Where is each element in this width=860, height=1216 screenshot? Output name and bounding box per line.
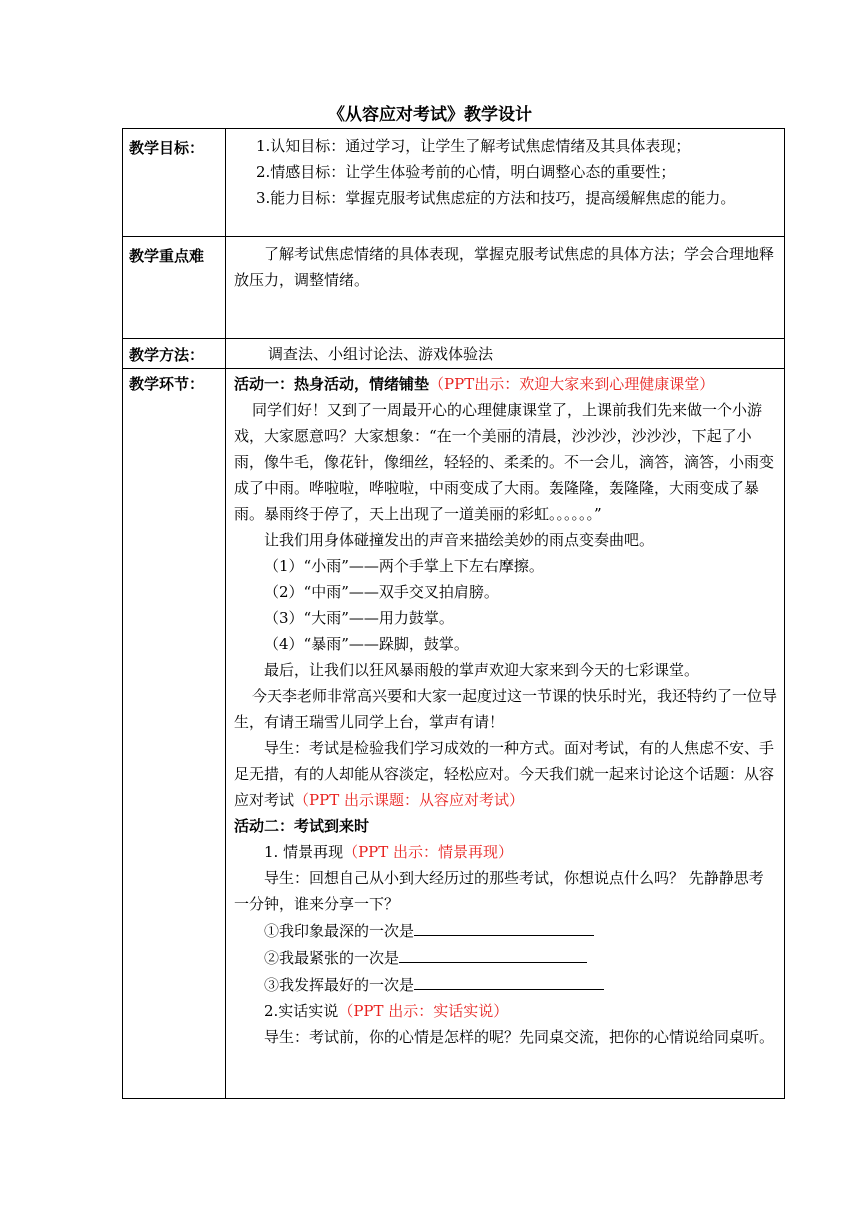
prompt-line-2 bbox=[234, 944, 778, 971]
prompt-text: ③我发挥最好的一次是 bbox=[264, 976, 415, 994]
methods-row bbox=[123, 339, 785, 369]
objective-item: 1.认知目标：通过学习，让学生了解考试焦虑情绪及其具体表现； bbox=[256, 137, 691, 155]
answer-blank bbox=[414, 917, 594, 936]
scene-ppt-note: （PPT 出示：情景再现） bbox=[343, 843, 514, 861]
lesson-plan-table bbox=[122, 128, 785, 1099]
methods-label: 教学方法： bbox=[123, 339, 226, 369]
rain-step: （2）“中雨”——双手交叉拍肩膀。 bbox=[264, 583, 499, 601]
methods-content bbox=[226, 339, 785, 369]
answer-blank bbox=[414, 971, 604, 990]
objectives-label: 教学目标： bbox=[123, 129, 226, 237]
activity1-heading-line bbox=[234, 369, 778, 397]
process-row bbox=[123, 369, 785, 1099]
activity1-intro: 同学们好！又到了一周最开心的心理健康课堂了，上课前我们先来做一个小游戏，大家愿意吗？大家想象：“在一个美丽的清晨，沙沙沙，沙沙沙，下起了小雨，像牛毛，像花针，像细丝，轻轻的、柔柔的。不一会儿，滴答，滴答，小雨变成了中雨。哗啦啦，哗啦啦，中雨变成了大雨。轰隆隆，轰隆隆，大雨变成了暴雨。暴雨终于停了，天上出现了一道美丽的彩虹。。。。。。” bbox=[234, 401, 775, 523]
activity1-heading: 活动一：热身活动，情绪铺垫 bbox=[234, 375, 430, 393]
prompt-line-3 bbox=[234, 971, 778, 998]
talk-text: 导生：考试前，你的心情是怎样的呢？先同桌交流，把你的心情说给同桌听。 bbox=[264, 1028, 775, 1046]
prompt-text: ①我印象最深的一次是 bbox=[264, 922, 415, 940]
objective-item: 3.能力目标：掌握克服考试焦虑症的方法和技巧，提高缓解焦虑的能力。 bbox=[256, 189, 736, 207]
objective-item: 2.情感目标：让学生体验考前的心情，明白调整心态的重要性； bbox=[256, 163, 676, 181]
prompt-line-1 bbox=[234, 917, 778, 944]
talk-title: 2.实话实说 bbox=[264, 1002, 339, 1020]
process-label: 教学环节： bbox=[123, 369, 226, 1099]
prompt-text: ②我最紧张的一次是 bbox=[264, 949, 400, 967]
activity1-final: 最后，让我们以狂风暴雨般的掌声欢迎大家来到今天的七彩课堂。 bbox=[264, 661, 700, 679]
scene-title: 1. 情景再现 bbox=[264, 843, 344, 861]
key-points-row bbox=[123, 237, 785, 339]
teacher-intro: 今天李老师非常高兴要和大家一起度过这一节课的快乐时光，我还特约了一位导生，有请王瑞雪儿同学上台，掌声有请！ bbox=[234, 687, 778, 731]
methods-text: 调查法、小组讨论法、游戏体验法 bbox=[268, 345, 494, 363]
document-title: 《从容应对考试》教学设计 bbox=[328, 105, 532, 125]
scene-title-line bbox=[234, 839, 778, 865]
activity1-lead: 让我们用身体碰撞发出的声音来描绘美妙的雨点变奏曲吧。 bbox=[264, 531, 655, 549]
key-points-label: 教学重点难 bbox=[123, 237, 226, 339]
objectives-content bbox=[226, 129, 785, 237]
rain-step: （1）“小雨”——两个手掌上下左右摩擦。 bbox=[264, 557, 544, 575]
rain-step: （4）“暴雨”——跺脚，鼓掌。 bbox=[264, 635, 469, 653]
key-points-content bbox=[226, 237, 785, 339]
activity2-heading: 活动二：考试到来时 bbox=[234, 817, 370, 835]
rain-step: （3）“大雨”——用力鼓掌。 bbox=[264, 609, 454, 627]
activity1-ppt-note: （PPT出示：欢迎大家来到心理健康课堂） bbox=[429, 375, 715, 393]
key-points-text: 了解考试焦虑情绪的具体表现，掌握克服考试焦虑的具体方法；学会合理地释放压力，调整情绪。 bbox=[234, 245, 775, 289]
talk-ppt-note: （PPT 出示：实话实说） bbox=[338, 1002, 509, 1020]
process-content bbox=[226, 369, 785, 1099]
scene-text: 导生：回想自己从小到大经历过的那些考试，你想说点什么吗？ 先静静思考一分钟，谁来分享一下？ bbox=[234, 869, 764, 913]
guide-intro-line bbox=[234, 735, 778, 813]
guide-intro: 导生：考试是检验我们学习成效的一种方式。面对考试，有的人焦虑不安、手足无措，有的人却能从容淡定，轻松应对。今天我们就一起来讨论这个话题：从容应对考试 bbox=[234, 739, 775, 809]
talk-title-line bbox=[234, 998, 778, 1024]
answer-blank bbox=[399, 944, 587, 963]
guide-ppt-note: （PPT 出示课题：从容应对考试） bbox=[294, 791, 524, 809]
objectives-row bbox=[123, 129, 785, 237]
